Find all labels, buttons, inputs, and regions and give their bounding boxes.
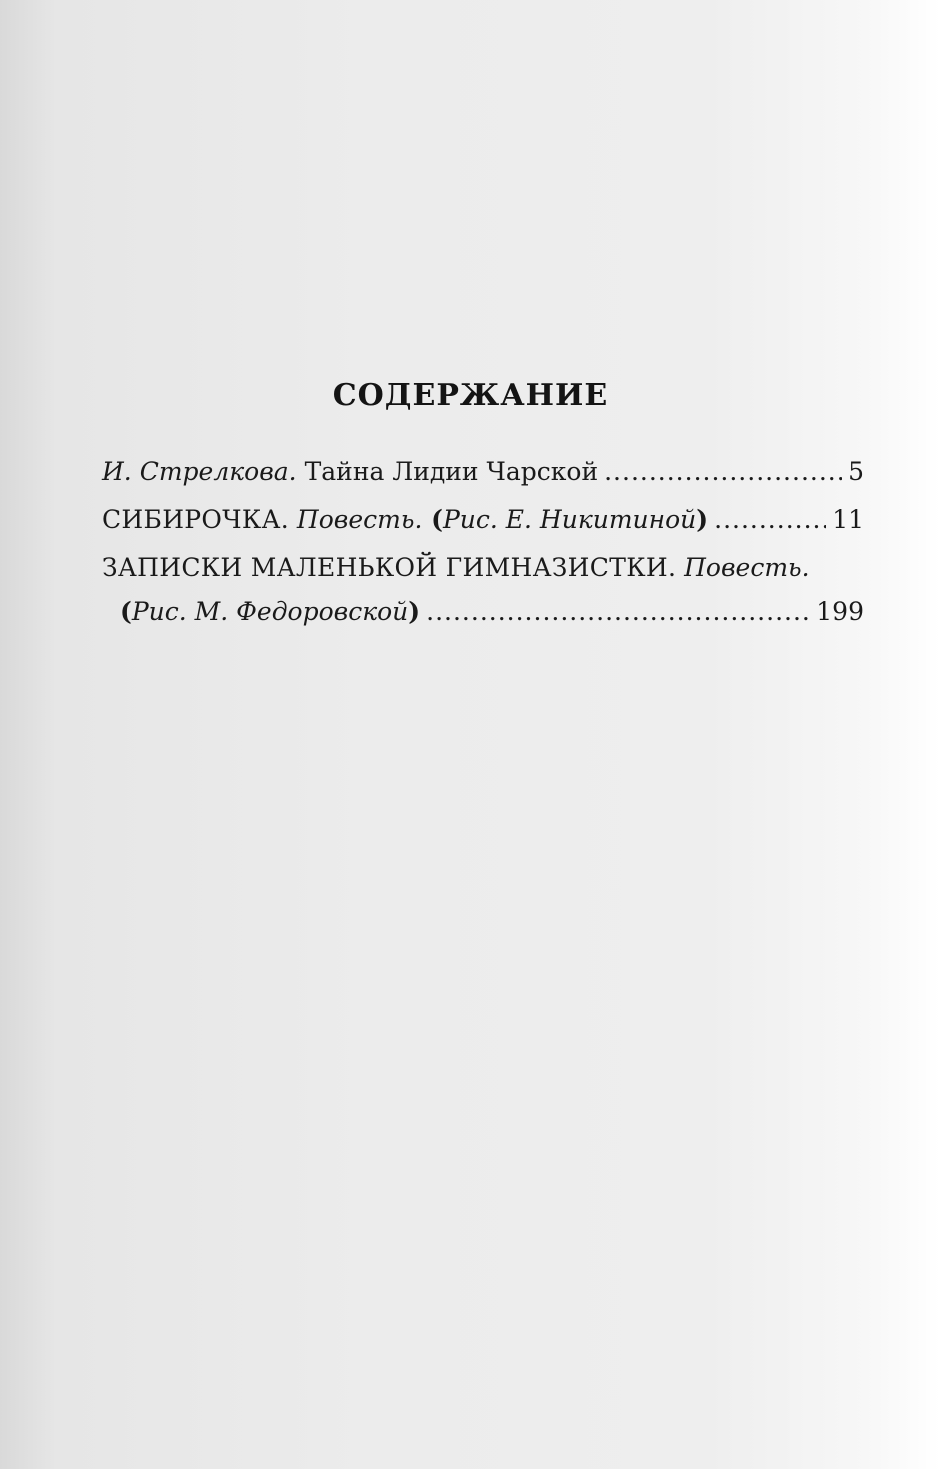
toc-entry-title: Тайна Лидии Чарской bbox=[296, 457, 599, 486]
toc-entry-genre: Повесть. bbox=[288, 505, 423, 534]
toc-leader-dots bbox=[604, 450, 842, 494]
toc-entry-illustrator: Рис. Е. Никитиной bbox=[442, 505, 697, 534]
toc-entry-paren-close: ) bbox=[696, 505, 709, 534]
toc-entry-illustrator: Рис. М. Федоровской bbox=[131, 597, 409, 626]
toc-entry-3-line-2 bbox=[102, 590, 864, 634]
toc-entry-paren-close: ) bbox=[408, 597, 421, 626]
toc-leader-dots bbox=[426, 590, 810, 634]
toc-entry-2 bbox=[102, 498, 864, 542]
toc-entry-paren-open: ( bbox=[422, 505, 443, 534]
toc-entry-title: ЗАПИСКИ МАЛЕНЬКОЙ ГИМНАЗИСТКИ. bbox=[102, 553, 677, 582]
toc-entry-1 bbox=[102, 450, 864, 494]
toc-entry-title: СИБИРОЧКА. bbox=[102, 505, 289, 534]
toc-entry-page: 5 bbox=[848, 457, 864, 486]
toc-entry-3-line-1 bbox=[102, 546, 864, 590]
toc-entry-genre: Повесть. bbox=[676, 553, 810, 582]
toc-leader-dots bbox=[714, 498, 826, 542]
toc-entry-paren-open: ( bbox=[120, 597, 132, 626]
table-of-contents bbox=[102, 450, 864, 634]
toc-entry-page: 199 bbox=[816, 597, 864, 626]
page-title: СОДЕРЖАНИЕ bbox=[332, 378, 609, 413]
toc-entry-page: 11 bbox=[832, 505, 864, 534]
toc-entry-author: И. Стрелкова. bbox=[102, 457, 297, 486]
